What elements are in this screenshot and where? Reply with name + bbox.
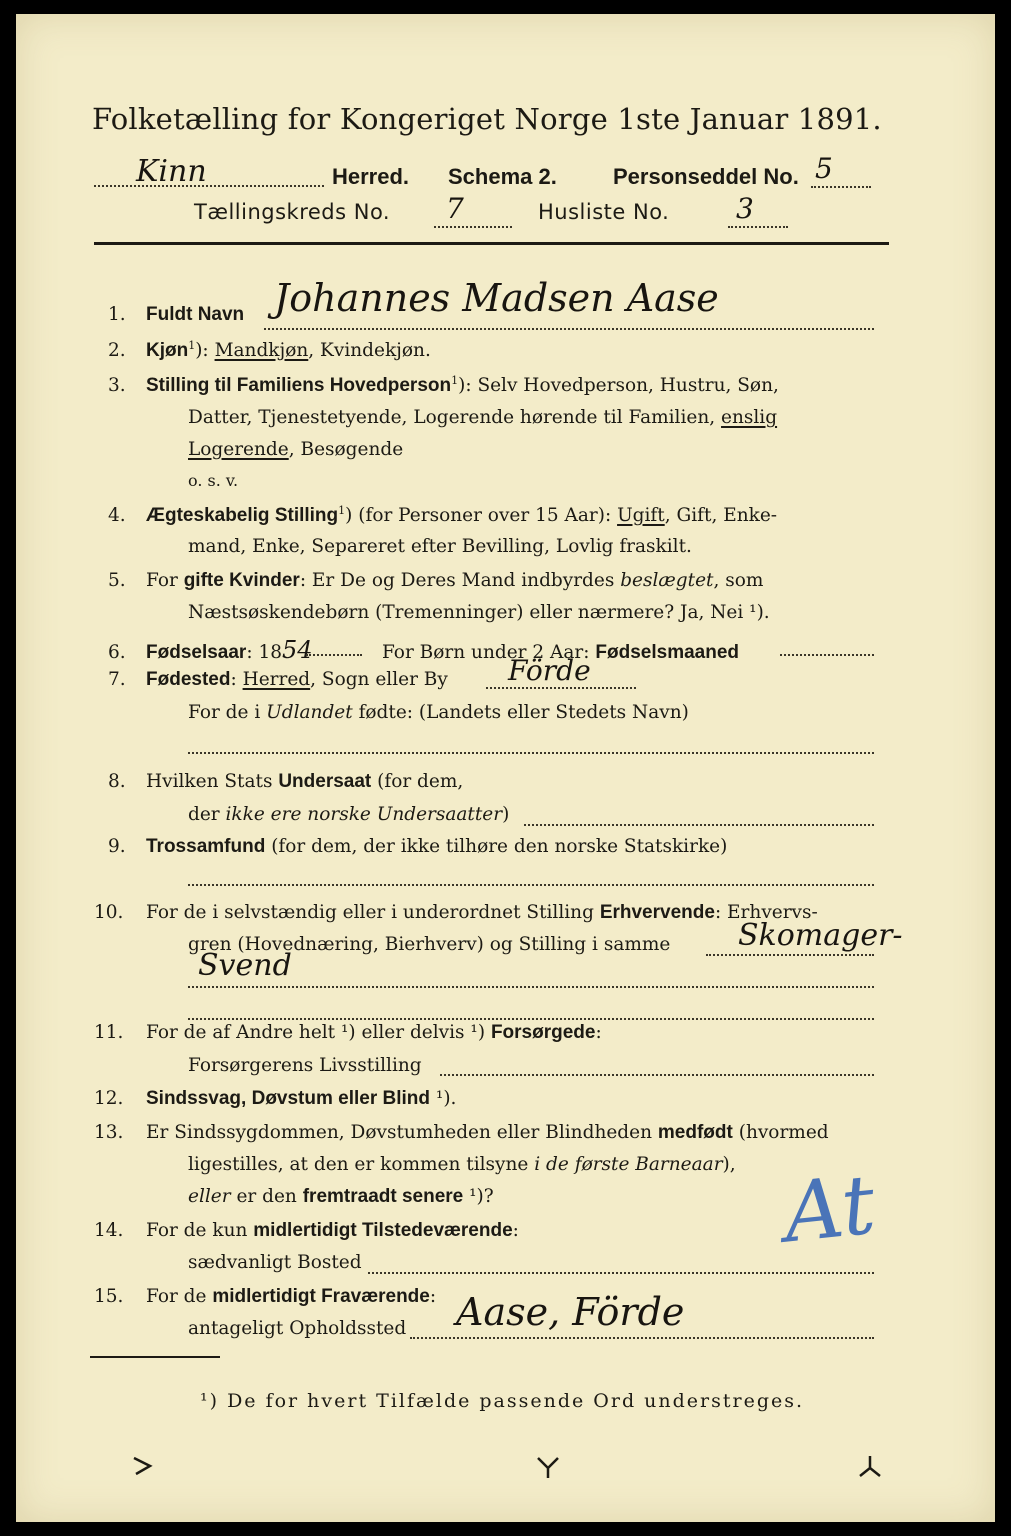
q9-blank-dotline — [188, 884, 874, 886]
register-mark-left — [130, 1454, 158, 1478]
herred-label: Herred. — [332, 164, 410, 189]
personseddel-dotline — [811, 186, 871, 188]
blue-pencil-initials: At — [779, 1157, 880, 1262]
q10-answer2-handwritten: Svend — [198, 948, 292, 983]
q3-line3: Logerende, Besøgende — [188, 439, 404, 460]
q4-line2: mand, Enke, Separeret efter Bevilling, Lovlig fraskilt. — [188, 536, 692, 557]
q13-line2: ligestilles, at den er kommen tilsyne i de første Barneaar), — [188, 1154, 736, 1175]
q14-dotline — [368, 1272, 874, 1274]
q10-line2: gren (Hovednæring, Bierhverv) og Stilling i samme — [188, 934, 671, 955]
census-form — [16, 14, 995, 1522]
q11-line2: Forsørgerens Livsstilling — [188, 1055, 422, 1076]
personseddel-label: Personseddel No. — [613, 164, 799, 189]
q10-dotline1 — [706, 954, 874, 956]
q10-dotline2 — [188, 986, 874, 988]
kreds-label: Tællingskreds No. — [194, 200, 391, 224]
q6-year-dotline — [306, 654, 362, 656]
q1-answer-handwritten: Johannes Madsen Aase — [274, 276, 719, 320]
footnote-text: ¹) De for hvert Tilfælde passende Ord understreges. — [200, 1390, 805, 1412]
q11-line1: 11. For de af Andre helt ¹) eller delvis ¹) Forsørgede: — [94, 1022, 602, 1043]
q3-line2: Datter, Tjenestetyende, Logerende hørende til Familien, enslig — [188, 407, 778, 428]
footnote-rule — [90, 1356, 220, 1358]
q1-line: 1. Fuldt Navn — [108, 304, 245, 325]
kreds-dotline — [434, 226, 512, 228]
register-mark-center — [534, 1454, 562, 1482]
q8-line1: 8. Hvilken Stats Undersaat (for dem, — [108, 771, 464, 792]
kreds-number: 7 — [446, 192, 464, 225]
q3-line4: o. s. v. — [188, 471, 239, 490]
q6-line: 6. Fødselsaar: 1854 For Børn under 2 Aar: Fødselsmaaned — [108, 636, 739, 664]
husliste-label: Husliste No. — [538, 200, 670, 224]
register-mark-right — [856, 1454, 884, 1482]
q7-dotline — [486, 687, 636, 689]
q15-line2: antageligt Opholdssted — [188, 1318, 407, 1339]
municipality-dotline — [94, 185, 324, 187]
header-rule — [94, 242, 889, 245]
q8-dotline — [524, 824, 874, 826]
q10-blank-dotline — [188, 1018, 874, 1020]
municipality-handwritten: Kinn — [136, 154, 207, 189]
q12-line: 12. Sindssvag, Døvstum eller Blind ¹). — [94, 1088, 457, 1109]
q10-answer1-handwritten: Skomager- — [738, 918, 903, 953]
q15-answer-handwritten: Aase, Förde — [456, 1290, 685, 1334]
husliste-number: 3 — [736, 192, 754, 225]
q7-line1: 7. Fødested: Herred, Sogn eller By — [108, 669, 448, 690]
q7-answer-handwritten: Förde — [508, 654, 591, 687]
q15-dotline — [410, 1337, 874, 1339]
personseddel-number: 5 — [815, 152, 833, 185]
q7-line2: For de i Udlandet fødte: (Landets eller Stedets Navn) — [188, 702, 689, 723]
q13-line1: 13. Er Sindssygdommen, Døvstumheden eller Blindheden medfødt (hvormed — [94, 1122, 829, 1143]
q4-line1: 4. Ægteskabelig Stilling$^1$) (for Personer over 15 Aar): Ugift, Gift, Enke- — [108, 504, 778, 527]
q5-line2: Næstsøskendebørn (Tremenninger) eller nærmere? Ja, Nei ¹). — [188, 602, 770, 623]
q3-line1: 3. Stilling til Familiens Hovedperson$^1$): Selv Hovedperson, Hustru, Søn, — [108, 374, 779, 397]
q8-line2: der ikke ere norske Undersaatter) — [188, 804, 510, 825]
q11-dotline — [440, 1074, 874, 1076]
q5-line1: 5. For gifte Kvinder: Er De og Deres Mand indbyrdes beslægtet, som — [108, 570, 764, 591]
husliste-dotline — [728, 226, 788, 228]
q9-line: 9. Trossamfund (for dem, der ikke tilhøre den norske Statskirke) — [108, 836, 728, 857]
q1-dotline — [264, 328, 874, 330]
form-title: Folketælling for Kongeriget Norge 1ste Januar 1891. — [92, 102, 882, 136]
q6-dotline — [780, 654, 874, 656]
q7-blank-dotline — [188, 752, 874, 754]
q14-line1: 14. For de kun midlertidigt Tilstedeværende: — [94, 1220, 519, 1241]
q14-line2: sædvanligt Bosted — [188, 1252, 362, 1273]
q13-line3: eller er den fremtraadt senere ¹)? — [188, 1186, 494, 1207]
q15-line1: 15. For de midlertidigt Fraværende: — [94, 1286, 437, 1307]
q2-line: 2. Kjøn$^1$): Mandkjøn, Kvindekjøn. — [108, 339, 431, 362]
schema-label: Schema 2. — [448, 164, 557, 189]
q10-line1: 10. For de i selvstændig eller i underordnet Stilling Erhvervende: Erhvervs- — [94, 902, 818, 923]
